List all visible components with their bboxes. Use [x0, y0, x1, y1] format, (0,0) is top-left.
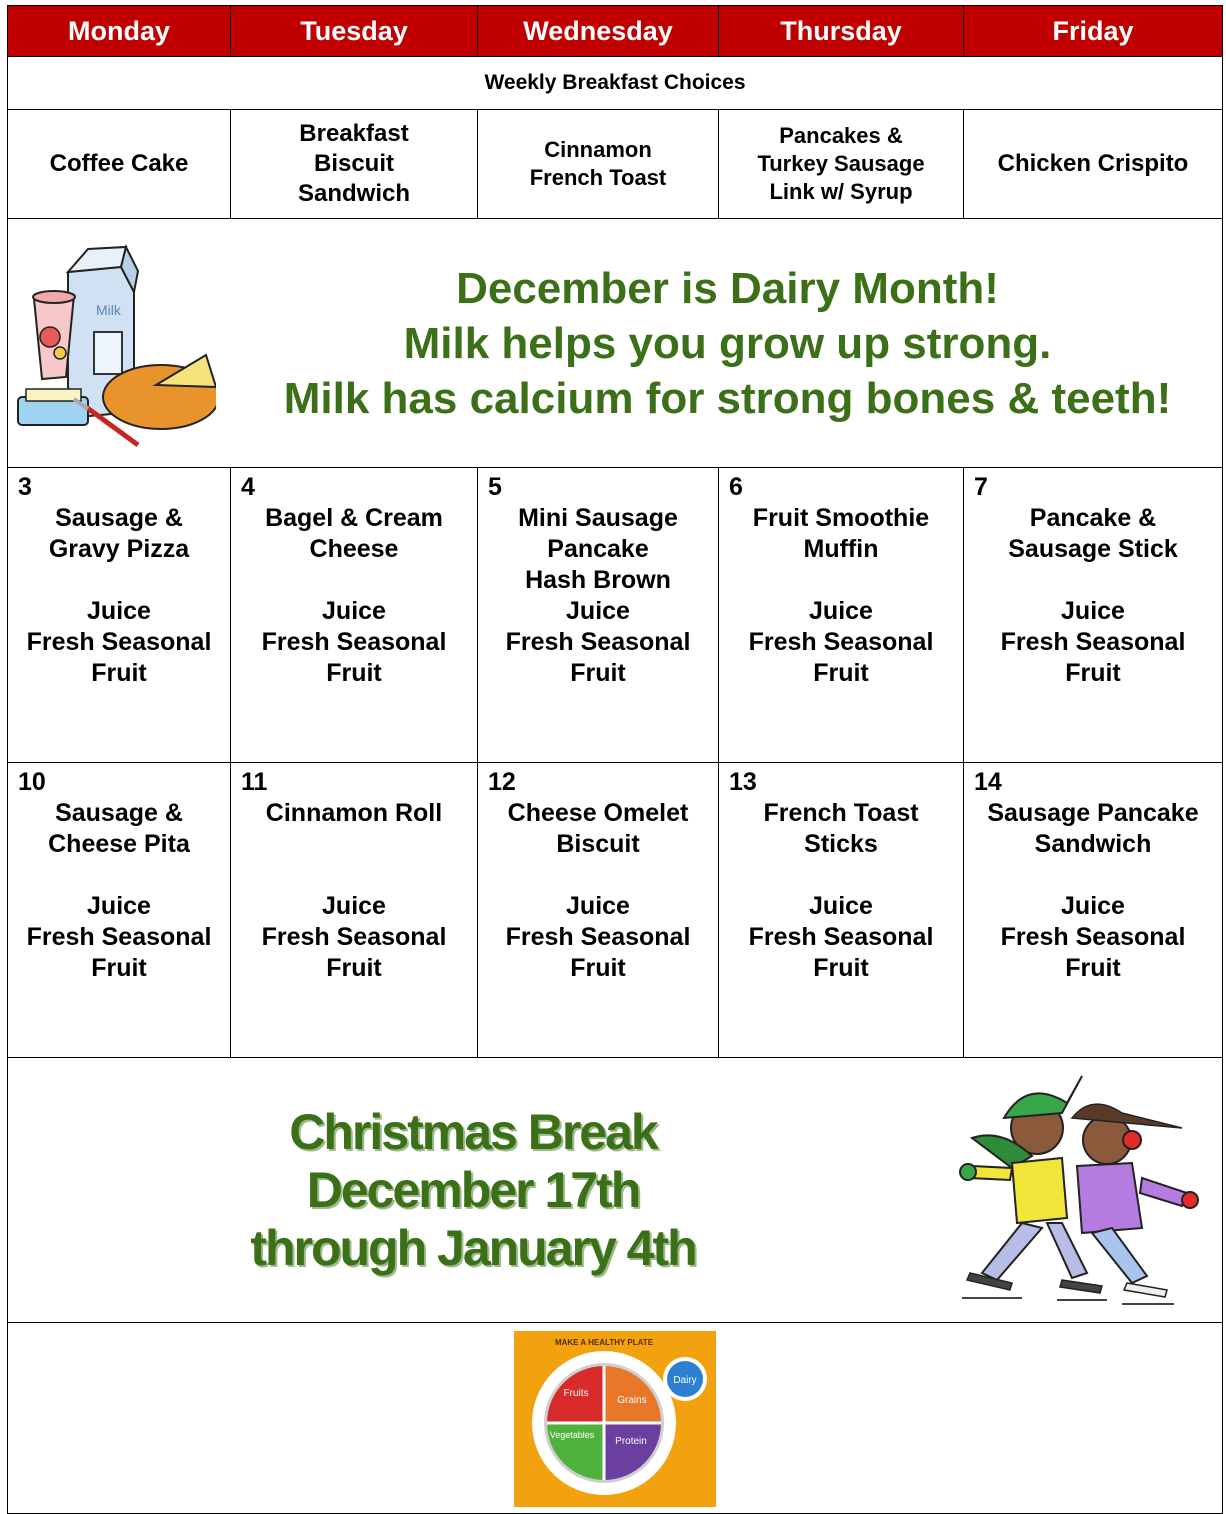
choice-wednesday: Cinnamon French Toast	[478, 110, 719, 219]
week-row-2	[8, 763, 1223, 1058]
healthy-plate-graphic	[514, 1331, 716, 1507]
day-cell: 11 Cinnamon Roll Juice Fresh Seasonal Fruit	[231, 763, 478, 1058]
dairy-month-banner	[8, 219, 1223, 468]
week-row-1	[8, 468, 1223, 763]
svg-text:MAKE A HEALTHY PLATE: MAKE A HEALTHY PLATE	[554, 1338, 654, 1347]
choice-tuesday: Breakfast Biscuit Sandwich	[231, 110, 478, 219]
day-header-monday: Monday	[8, 6, 231, 57]
day-header-wednesday: Wednesday	[478, 6, 719, 57]
day-cell: 14 Sausage Pancake Sandwich Juice Fresh Seasonal Fruit	[964, 763, 1223, 1058]
christmas-break-message: Christmas Break December 17th through January 4th	[250, 1104, 696, 1276]
day-cell: 4 Bagel & Cream Cheese Juice Fresh Seasonal Fruit	[231, 468, 478, 763]
christmas-break-banner	[8, 1058, 1223, 1323]
day-cell: 5 Mini Sausage Pancake Hash Brown Juice Fresh Seasonal Fruit	[478, 468, 719, 763]
day-cell: 6 Fruit Smoothie Muffin Juice Fresh Seasonal Fruit	[719, 468, 964, 763]
weekday-header-row	[8, 6, 1223, 57]
day-cell: 7 Pancake & Sausage Stick Juice Fresh Seasonal Fruit	[964, 468, 1223, 763]
day-cell: 12 Cheese Omelet Biscuit Juice Fresh Seasonal Fruit	[478, 763, 719, 1058]
svg-text:Protein: Protein	[615, 1436, 647, 1447]
day-header-tuesday: Tuesday	[231, 6, 478, 57]
day-cell: 13 French Toast Sticks Juice Fresh Seasonal Fruit	[719, 763, 964, 1058]
day-header-thursday: Thursday	[719, 6, 964, 57]
svg-text:Milk: Milk	[96, 302, 121, 318]
svg-text:Dairy: Dairy	[673, 1375, 697, 1386]
day-header-friday: Friday	[964, 6, 1223, 57]
choice-monday: Coffee Cake	[8, 110, 231, 219]
dairy-foods-illustration	[16, 237, 216, 452]
choice-friday: Chicken Crispito	[964, 110, 1223, 219]
svg-text:Vegetables: Vegetables	[549, 1430, 595, 1440]
day-cell: 10 Sausage & Cheese Pita Juice Fresh Seasonal Fruit	[8, 763, 231, 1058]
weekly-choices-row	[8, 110, 1223, 219]
dairy-month-message: December is Dairy Month! Milk helps you grow up strong. Milk has calcium for strong bones & teeth!	[283, 263, 1172, 423]
weekly-choices-title: Weekly Breakfast Choices	[8, 57, 1223, 110]
svg-text:Grains: Grains	[617, 1395, 647, 1406]
healthy-plate-row	[8, 1323, 1223, 1514]
choice-thursday: Pancakes & Turkey Sausage Link w/ Syrup	[719, 110, 964, 219]
svg-text:Fruits: Fruits	[563, 1388, 589, 1399]
ice-skaters-illustration	[942, 1068, 1212, 1308]
day-cell: 3 Sausage & Gravy Pizza Juice Fresh Seasonal Fruit	[8, 468, 231, 763]
breakfast-menu-table	[7, 5, 1223, 1514]
